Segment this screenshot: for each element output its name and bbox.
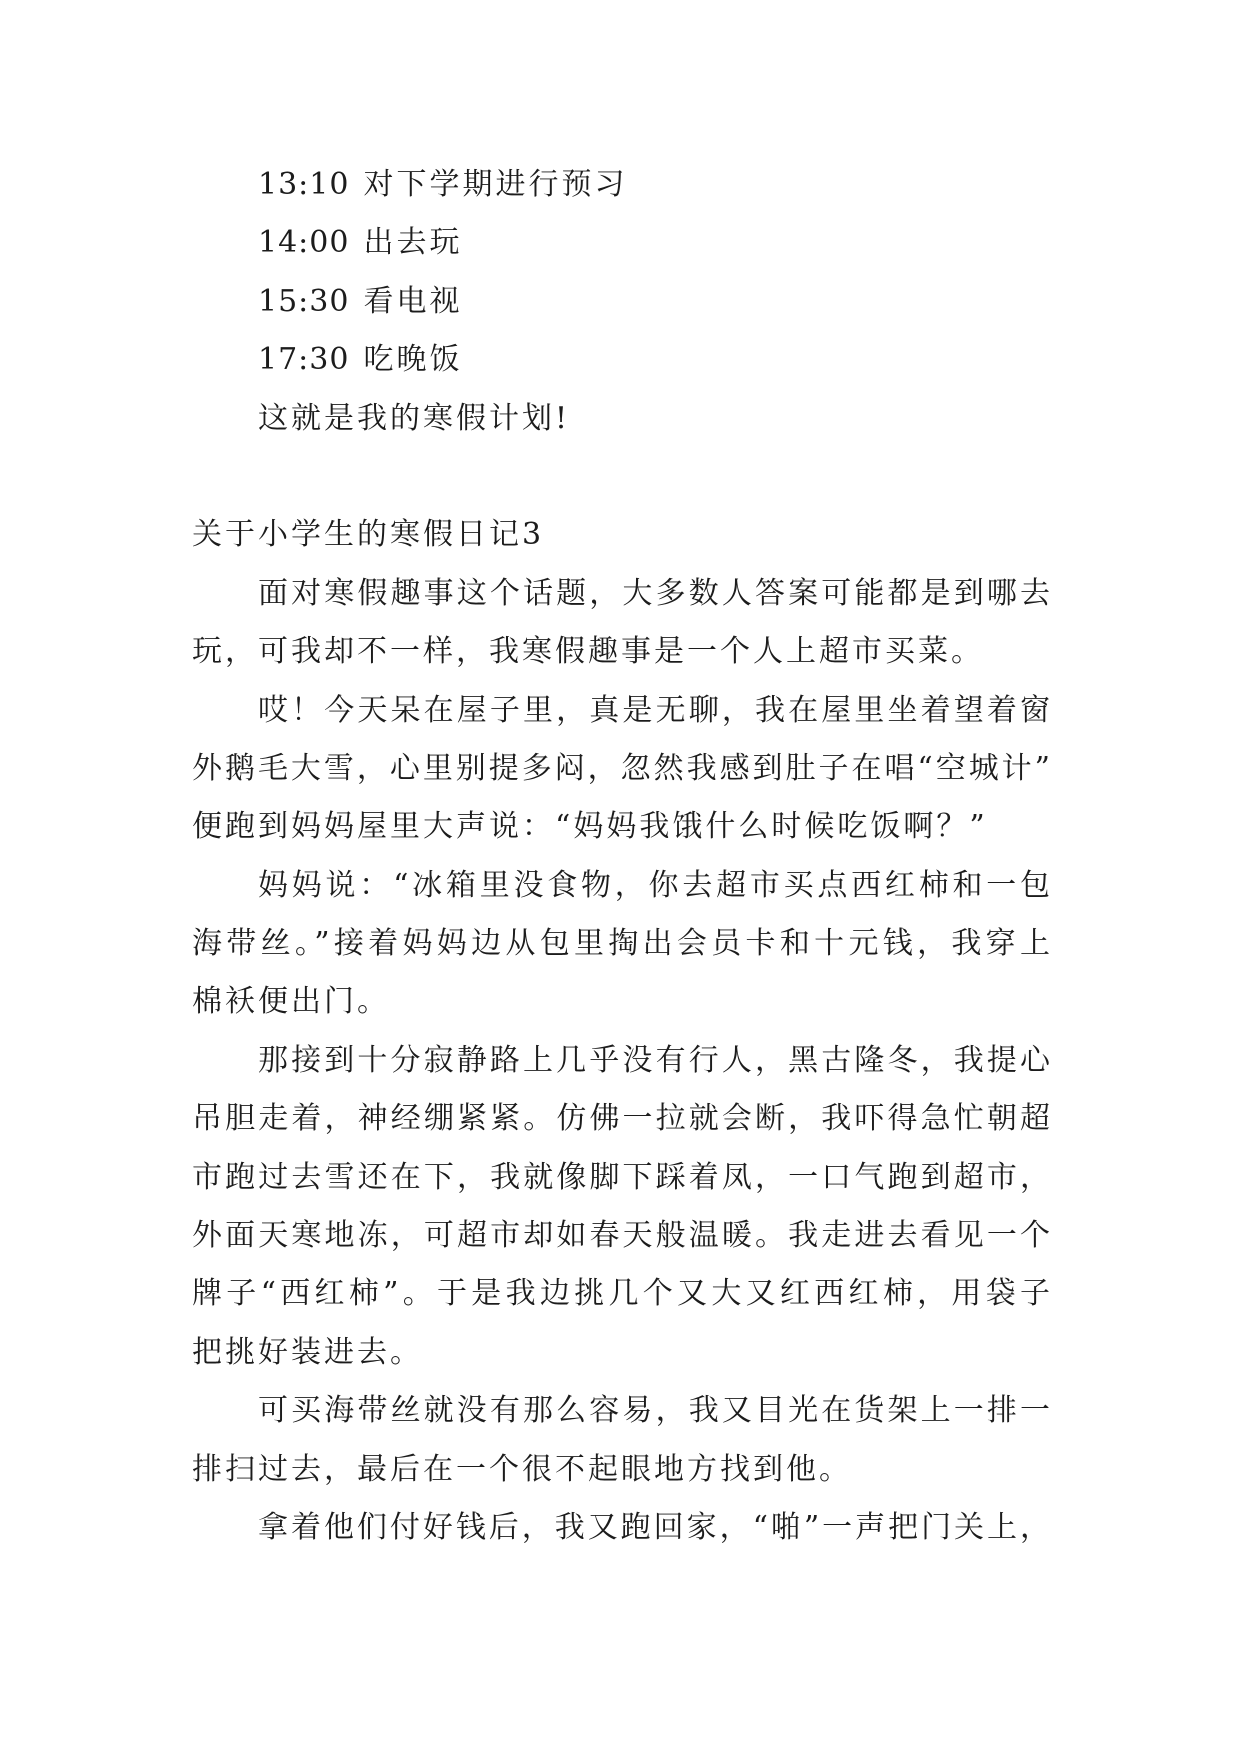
schedule-item bbox=[192, 273, 1050, 331]
paragraph-line: 外面天寒地冻，可超市却如春天般温暖。我走进去看见一个 bbox=[192, 1218, 1050, 1254]
schedule-item bbox=[192, 214, 1050, 272]
paragraph-line: 可买海带丝就没有那么容易，我又目光在货架上一排一 bbox=[258, 1393, 1050, 1429]
paragraph-line: 那接到十分寂静路上几乎没有行人，黑古隆冬，我提心 bbox=[258, 1042, 1050, 1078]
paragraph-line: 市跑过去雪还在下，我就像脚下踩着凤，一口气跑到超市， bbox=[192, 1159, 1050, 1195]
schedule-item bbox=[192, 331, 1050, 389]
schedule-activity: 吃晚饭 bbox=[363, 342, 463, 378]
paragraph-line: 牌子“西红柿”。于是我边挑几个又大又红西红柿，用袋子 bbox=[192, 1276, 1050, 1312]
closing-line: 这就是我的寒假计划! bbox=[258, 400, 571, 436]
paragraph bbox=[192, 1382, 1050, 1499]
schedule-item bbox=[192, 156, 1050, 214]
blank-line bbox=[192, 448, 1050, 506]
schedule-time: 17:30 bbox=[258, 342, 350, 378]
paragraph-line: 棉袄便出门。 bbox=[192, 984, 390, 1020]
paragraph bbox=[192, 1032, 1050, 1382]
schedule-time: 13:10 bbox=[258, 167, 350, 202]
paragraph-line: 面对寒假趣事这个话题，大多数人答案可能都是到哪去 bbox=[258, 575, 1050, 611]
paragraph-line: 吊胆走着，神经绷紧紧。仿佛一拉就会断，我吓得急忙朝超 bbox=[192, 1101, 1050, 1137]
paragraph bbox=[192, 682, 1050, 857]
paragraph bbox=[192, 857, 1050, 1032]
paragraph-line: 哎！今天呆在屋子里，真是无聊，我在屋里坐着望着窗 bbox=[258, 692, 1050, 728]
section-heading: 关于小学生的寒假日记3 bbox=[192, 517, 545, 553]
schedule-activity: 对下学期进行预习 bbox=[363, 167, 628, 202]
paragraph-line: 把挑好装进去。 bbox=[192, 1334, 423, 1370]
paragraph-line: 排扫过去，最后在一个很不起眼地方找到他。 bbox=[192, 1451, 852, 1487]
schedule-time: 14:00 bbox=[258, 225, 350, 261]
paragraph-line: 拿着他们付好钱后，我又跑回家，“啪”一声把门关上， bbox=[258, 1509, 1050, 1545]
paragraph bbox=[192, 565, 1050, 682]
paragraph-line: 海带丝。”接着妈妈边从包里掏出会员卡和十元钱，我穿上 bbox=[192, 926, 1050, 962]
paragraph-line: 玩，可我却不一样，我寒假趣事是一个人上超市买菜。 bbox=[192, 634, 984, 670]
paragraph-line: 妈妈说：“冰箱里没食物，你去超市买点西红柿和一包 bbox=[258, 867, 1050, 903]
paragraph-line: 便跑到妈妈屋里大声说：“妈妈我饿什么时候吃饭啊？” bbox=[192, 809, 988, 845]
schedule-activity: 看电视 bbox=[363, 283, 463, 319]
schedule-time: 15:30 bbox=[258, 283, 350, 319]
paragraph-line: 外鹅毛大雪，心里别提多闷，忽然我感到肚子在唱“空城计” bbox=[192, 750, 1050, 786]
paragraph bbox=[192, 1499, 1050, 1557]
schedule-activity: 出去玩 bbox=[363, 225, 463, 261]
document-body bbox=[192, 156, 1050, 1557]
